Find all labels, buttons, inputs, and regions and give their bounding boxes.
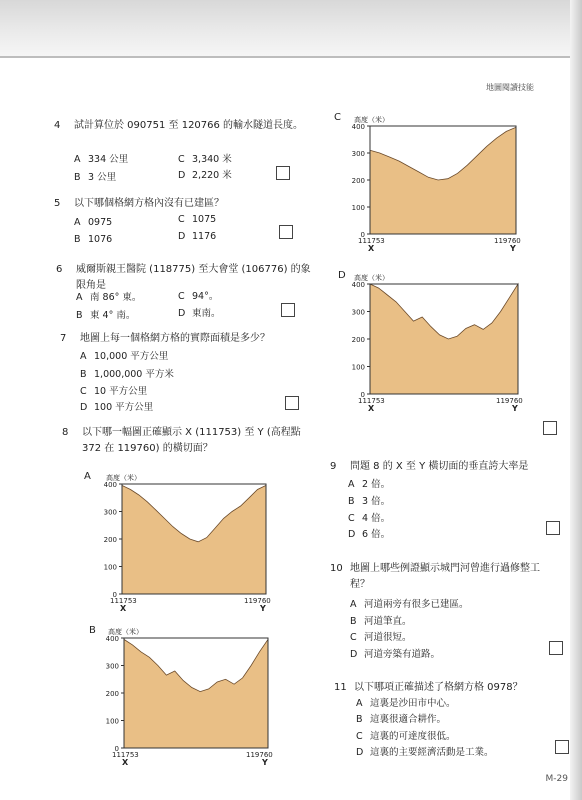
option-b: B 3 公里 xyxy=(74,172,117,183)
y-tick-label: 100 xyxy=(351,204,365,212)
option-d: D 6 倍。 xyxy=(348,529,391,540)
chart-a xyxy=(86,470,286,612)
chart-c-label: C xyxy=(334,112,341,123)
cross-section-profile xyxy=(122,485,266,594)
question-text: 以下哪項正確描述了格網方格 0978？ xyxy=(354,682,523,693)
question-10 xyxy=(330,561,558,593)
question-8 xyxy=(62,425,320,457)
question-number: 7 xyxy=(60,333,67,344)
x-end-label: 119760 xyxy=(244,597,271,605)
answer-box-q7[interactable] xyxy=(285,396,299,410)
chart-a-label: A xyxy=(84,471,91,482)
question-number: 11 xyxy=(334,682,347,693)
y-tick-label: 400 xyxy=(103,481,117,489)
page-top-shadow xyxy=(0,0,582,58)
option-c: C 4 倍。 xyxy=(348,513,391,524)
running-header: 地圖閱讀技能 xyxy=(486,83,534,92)
option-b: B 3 倍。 xyxy=(348,496,391,507)
option-a: A 0975 xyxy=(74,217,113,228)
y-tick-label: 100 xyxy=(105,717,119,726)
chart-b xyxy=(86,624,286,766)
y-tick-label: 0 xyxy=(360,231,365,239)
cross-section-profile xyxy=(370,127,516,234)
page-edge xyxy=(0,56,582,58)
y-axis-title: 高度（米） xyxy=(106,474,141,482)
y-tick-label: 0 xyxy=(112,591,117,599)
y-tick-label: 200 xyxy=(351,336,365,344)
y-tick-label: 400 xyxy=(105,635,119,643)
chart-c xyxy=(334,110,534,258)
x-marker: X xyxy=(368,244,375,253)
y-tick-label: 200 xyxy=(103,536,117,544)
answer-box-q9[interactable] xyxy=(546,521,560,535)
option-a: A 河道兩旁有很多已建區。 xyxy=(350,599,469,610)
question-number: 4 xyxy=(54,120,61,131)
x-marker: X xyxy=(122,758,129,766)
answer-box-q10[interactable] xyxy=(549,641,563,655)
option-d: D 100 平方公里 xyxy=(80,402,154,413)
y-tick-label: 200 xyxy=(351,177,365,185)
option-a: A 2 倍。 xyxy=(348,479,391,490)
option-d: D 這裏的主要經濟活動是工業。 xyxy=(356,747,494,758)
x-start-label: 111753 xyxy=(358,397,385,405)
option-a: A 這裏是沙田市中心。 xyxy=(356,698,456,709)
question-4 xyxy=(54,118,324,134)
question-7 xyxy=(60,331,320,347)
question-text: 地圖上每一個格網方格的實際面積是多少？ xyxy=(80,333,270,344)
y-tick-label: 300 xyxy=(105,662,119,671)
option-b: B 河道筆直。 xyxy=(350,616,412,627)
question-text: 試計算位於 090751 至 120766 的輸水隧道長度。 xyxy=(74,120,304,131)
question-9 xyxy=(330,459,570,475)
option-d: D 東南。 xyxy=(178,308,221,319)
x-start-label: 111753 xyxy=(112,751,139,759)
answer-box-q8[interactable] xyxy=(543,421,557,435)
y-tick-label: 200 xyxy=(105,690,119,698)
answer-box-q5[interactable] xyxy=(279,225,293,239)
question-number: 5 xyxy=(54,198,61,209)
option-c: C 94°。 xyxy=(178,291,219,302)
y-tick-label: 100 xyxy=(351,363,365,372)
option-c: C 3,340 米 xyxy=(178,154,232,165)
option-c: C 這裏的可達度很低。 xyxy=(356,731,456,742)
question-text: 威爾斯親王醫院 (118775) 至大會堂 (106776) 的象限角是 xyxy=(76,264,311,291)
y-tick-label: 300 xyxy=(351,150,365,158)
page-right-shadow xyxy=(570,0,582,800)
y-axis-title: 高度（米） xyxy=(354,116,389,124)
option-b: B 1,000,000 平方米 xyxy=(80,369,174,380)
option-a: A 南 86° 東。 xyxy=(76,292,142,303)
x-marker: X xyxy=(120,604,127,612)
question-text: 問題 8 的 X 至 Y 橫切面的垂直誇大率是 xyxy=(350,461,529,472)
question-text: 地圖上哪些例證顯示城門河曾進行過修整工程？ xyxy=(350,563,540,590)
y-tick-label: 300 xyxy=(103,508,117,517)
option-d: D 2,220 米 xyxy=(178,170,232,181)
option-b: B 1076 xyxy=(74,234,113,245)
question-number: 8 xyxy=(62,427,69,438)
y-tick-label: 100 xyxy=(103,563,117,572)
y-marker: Y xyxy=(512,404,518,413)
x-end-label: 119760 xyxy=(496,397,523,405)
x-start-label: 111753 xyxy=(110,597,137,605)
y-axis-title: 高度（米） xyxy=(108,628,143,636)
chart-d-label: D xyxy=(338,270,346,281)
y-marker: Y xyxy=(260,604,266,612)
option-a: A 334 公里 xyxy=(74,154,129,165)
y-tick-label: 400 xyxy=(351,281,365,289)
option-d: D 1176 xyxy=(178,231,217,242)
question-5 xyxy=(54,196,324,212)
page-number: M-29 xyxy=(545,774,568,784)
option-a: A 10,000 平方公里 xyxy=(80,351,169,362)
question-11 xyxy=(334,680,562,696)
y-marker: Y xyxy=(262,758,268,766)
chart-d xyxy=(334,268,534,418)
x-end-label: 119760 xyxy=(246,751,273,759)
x-start-label: 111753 xyxy=(358,237,385,245)
option-c: C 河道很短。 xyxy=(350,632,412,643)
answer-box-q6[interactable] xyxy=(281,303,295,317)
y-tick-label: 300 xyxy=(351,308,365,317)
y-tick-label: 0 xyxy=(360,391,365,399)
cross-section-profile xyxy=(124,639,268,748)
question-number: 6 xyxy=(56,264,63,275)
option-c: C 1075 xyxy=(178,214,217,225)
question-number: 10 xyxy=(330,563,343,574)
y-tick-label: 400 xyxy=(351,123,365,131)
y-marker: Y xyxy=(510,244,516,253)
cross-section-profile xyxy=(370,284,518,394)
x-end-label: 119760 xyxy=(494,237,521,245)
option-b: B 這裏很適合耕作。 xyxy=(356,714,447,725)
answer-box-q11[interactable] xyxy=(555,740,569,754)
option-b: B 東 4° 南。 xyxy=(76,310,136,321)
y-tick-label: 0 xyxy=(114,745,119,753)
x-marker: X xyxy=(368,404,375,413)
y-axis-title: 高度（米） xyxy=(354,274,389,282)
question-text: 以下哪個格網方格內沒有已建區？ xyxy=(74,198,224,209)
question-text: 以下哪一幅圖正確顯示 X (111753) 至 Y (高程點 372 在 119760) 的橫切面？ xyxy=(82,427,301,454)
option-d: D 河道旁築有道路。 xyxy=(350,649,441,660)
chart-b-label: B xyxy=(89,625,96,636)
question-number: 9 xyxy=(330,461,337,472)
option-c: C 10 平方公里 xyxy=(80,386,148,397)
answer-box-q4[interactable] xyxy=(276,166,290,180)
